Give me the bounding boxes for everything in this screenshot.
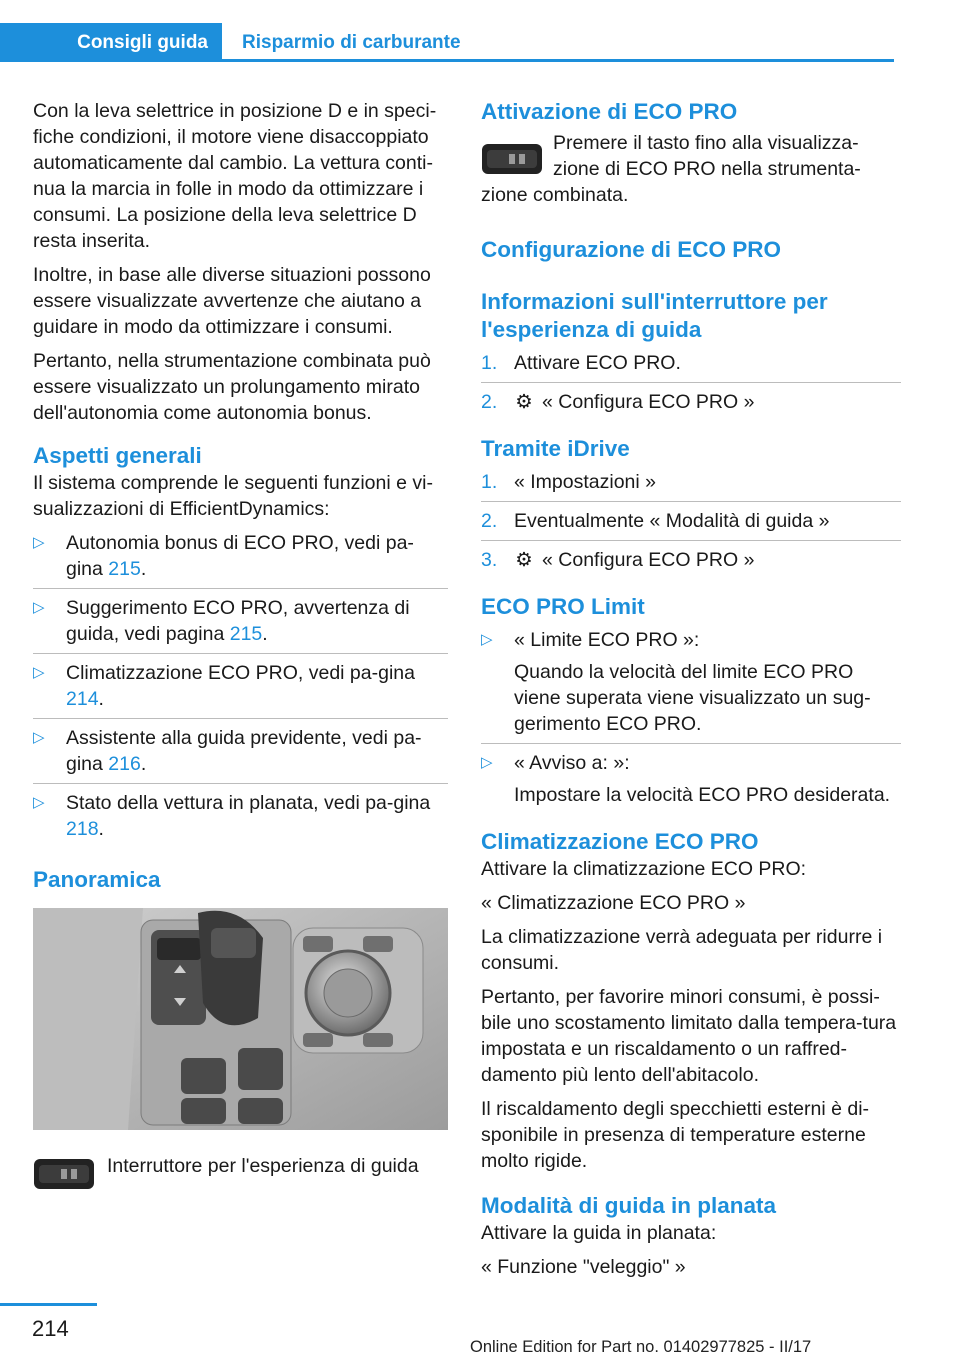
triangle-bullet-icon: ▷: [33, 534, 45, 551]
aspetti-text: Il sistema comprende le seguenti funzioni e vi-sualizzazioni di EfficientDynamics:: [33, 472, 433, 520]
planata-paragraph: « Funzione "veleggio" »: [481, 1256, 686, 1278]
list-item: ▷ « Avviso a: »: Impostare la velocità ECO PRO desiderata.: [481, 752, 891, 806]
gear-icon: ⚙: [515, 549, 533, 571]
intro-paragraph: Inoltre, in base alle diverse situazioni possono essere visualizzate avvertenze che aiutano a guidare in modo da ottimizzare i consumi.: [33, 264, 431, 338]
list-item: 2. ⚙ « Configura ECO PRO »: [481, 391, 755, 413]
section-tab-risparmio-carburante[interactable]: Risparmio di carburante: [242, 32, 461, 53]
heading-aspetti-generali: Aspetti generali: [33, 443, 202, 468]
page-link[interactable]: 216: [108, 753, 141, 775]
attivazione-block: [481, 126, 901, 208]
triangle-bullet-icon: ▷: [33, 599, 45, 616]
triangle-bullet-icon: ▷: [33, 794, 45, 811]
intro-paragraph: Con la leva selettrice in posizione D e in speci-fiche condizioni, il motore viene disaccoppiato automaticamente dal cambio. La vettura conti-nua la marcia in folle in modo da ottimizzare i consumi. La posizione della leva selettrice D resta inserita.: [33, 100, 437, 252]
page-link[interactable]: 218: [66, 818, 99, 840]
list-item: 3. ⚙ « Configura ECO PRO »: [481, 549, 755, 571]
heading-informazioni-interruttore: Informazioni sull'interruttore per l'esperienza di guida: [481, 289, 828, 342]
list-item: ▷ « Limite ECO PRO »: Quando la velocità del limite ECO PRO viene superata viene visualizzato un sug-gerimento ECO PRO.: [481, 627, 901, 744]
heading-eco-pro-limit: ECO PRO Limit: [481, 594, 645, 619]
heading-modalita-planata: Modalità di guida in planata: [481, 1193, 777, 1218]
attivazione-text: Premere il tasto fino alla visualizza-zione di ECO PRO nella strumenta-zione combinata.: [481, 132, 861, 206]
page-number: 214: [32, 1316, 69, 1341]
steps-list-idrive: [481, 469, 901, 579]
page-link[interactable]: 214: [66, 688, 99, 710]
triangle-bullet-icon: ▷: [481, 754, 493, 771]
heading-panoramica: Panoramica: [33, 867, 161, 892]
driving-experience-switch-icon: [481, 142, 543, 176]
list-item: ▷ Climatizzazione ECO PRO, vedi pa-gina 214.: [33, 660, 448, 719]
triangle-bullet-icon: ▷: [33, 664, 45, 681]
driving-experience-switch-photo: [33, 908, 448, 1130]
list-item: 1. « Impostazioni »: [481, 469, 901, 502]
heading-attivazione: Attivazione di ECO PRO: [481, 99, 738, 124]
limit-list: [481, 627, 901, 814]
list-item: ▷ Assistente alla guida previdente, vedi pa-gina 216.: [33, 725, 448, 784]
header-divider: [222, 59, 894, 62]
clima-paragraph: Pertanto, per favorire minori consumi, è possi-bile uno scostamento limitato dalla tempera-tura impostata e un riscaldamento o un raffred-damento più lento dell'abitacolo.: [481, 986, 897, 1086]
triangle-bullet-icon: ▷: [481, 631, 493, 648]
steps-list-switch: [481, 350, 901, 421]
heading-tramite-idrive: Tramite iDrive: [481, 436, 630, 461]
functions-list: [33, 530, 448, 848]
page-link[interactable]: 215: [229, 623, 263, 645]
section-tab-consigli-guida[interactable]: Consigli guida: [0, 23, 222, 62]
page-header: [0, 0, 960, 62]
footer-divider: [0, 1303, 97, 1306]
clima-paragraph: Attivare la climatizzazione ECO PRO:: [481, 858, 807, 880]
clima-paragraph: La climatizzazione verrà adeguata per ridurre i consumi.: [481, 926, 883, 974]
right-column: [481, 98, 901, 1288]
list-item: 1. Attivare ECO PRO.: [481, 350, 901, 383]
list-item: ▷ Stato della vettura in planata, vedi pa-gina 218.: [33, 792, 431, 840]
list-item: ▷ Suggerimento ECO PRO, avvertenza di guida, vedi pagina 215.: [33, 595, 448, 654]
left-column: [33, 98, 448, 1193]
caption-row: [33, 1153, 448, 1193]
list-item: ▷ Autonomia bonus di ECO PRO, vedi pa-gina 215.: [33, 530, 448, 589]
edition-text: Online Edition for Part no. 01402977825 - II/17: [470, 1338, 812, 1356]
driving-experience-switch-icon: [33, 1157, 95, 1191]
planata-paragraph: Attivare la guida in planata:: [481, 1222, 717, 1244]
gear-icon: ⚙: [515, 391, 533, 413]
intro-paragraph: Pertanto, nella strumentazione combinata può essere visualizzato un prolungamento mirato dell'autonomia come autonomia bonus.: [33, 350, 431, 424]
photo-caption: Interruttore per l'esperienza di guida: [107, 1155, 419, 1177]
page-link[interactable]: 215: [108, 558, 141, 580]
clima-paragraph: Il riscaldamento degli specchietti esterni è di-sponibile in presenza di temperature esterne molto rigide.: [481, 1098, 870, 1172]
triangle-bullet-icon: ▷: [33, 729, 45, 746]
list-item: 2. Eventualmente « Modalità di guida »: [481, 508, 901, 541]
heading-configurazione: Configurazione di ECO PRO: [481, 237, 782, 262]
clima-paragraph: « Climatizzazione ECO PRO »: [481, 892, 746, 914]
heading-climatizzazione: Climatizzazione ECO PRO: [481, 829, 759, 854]
